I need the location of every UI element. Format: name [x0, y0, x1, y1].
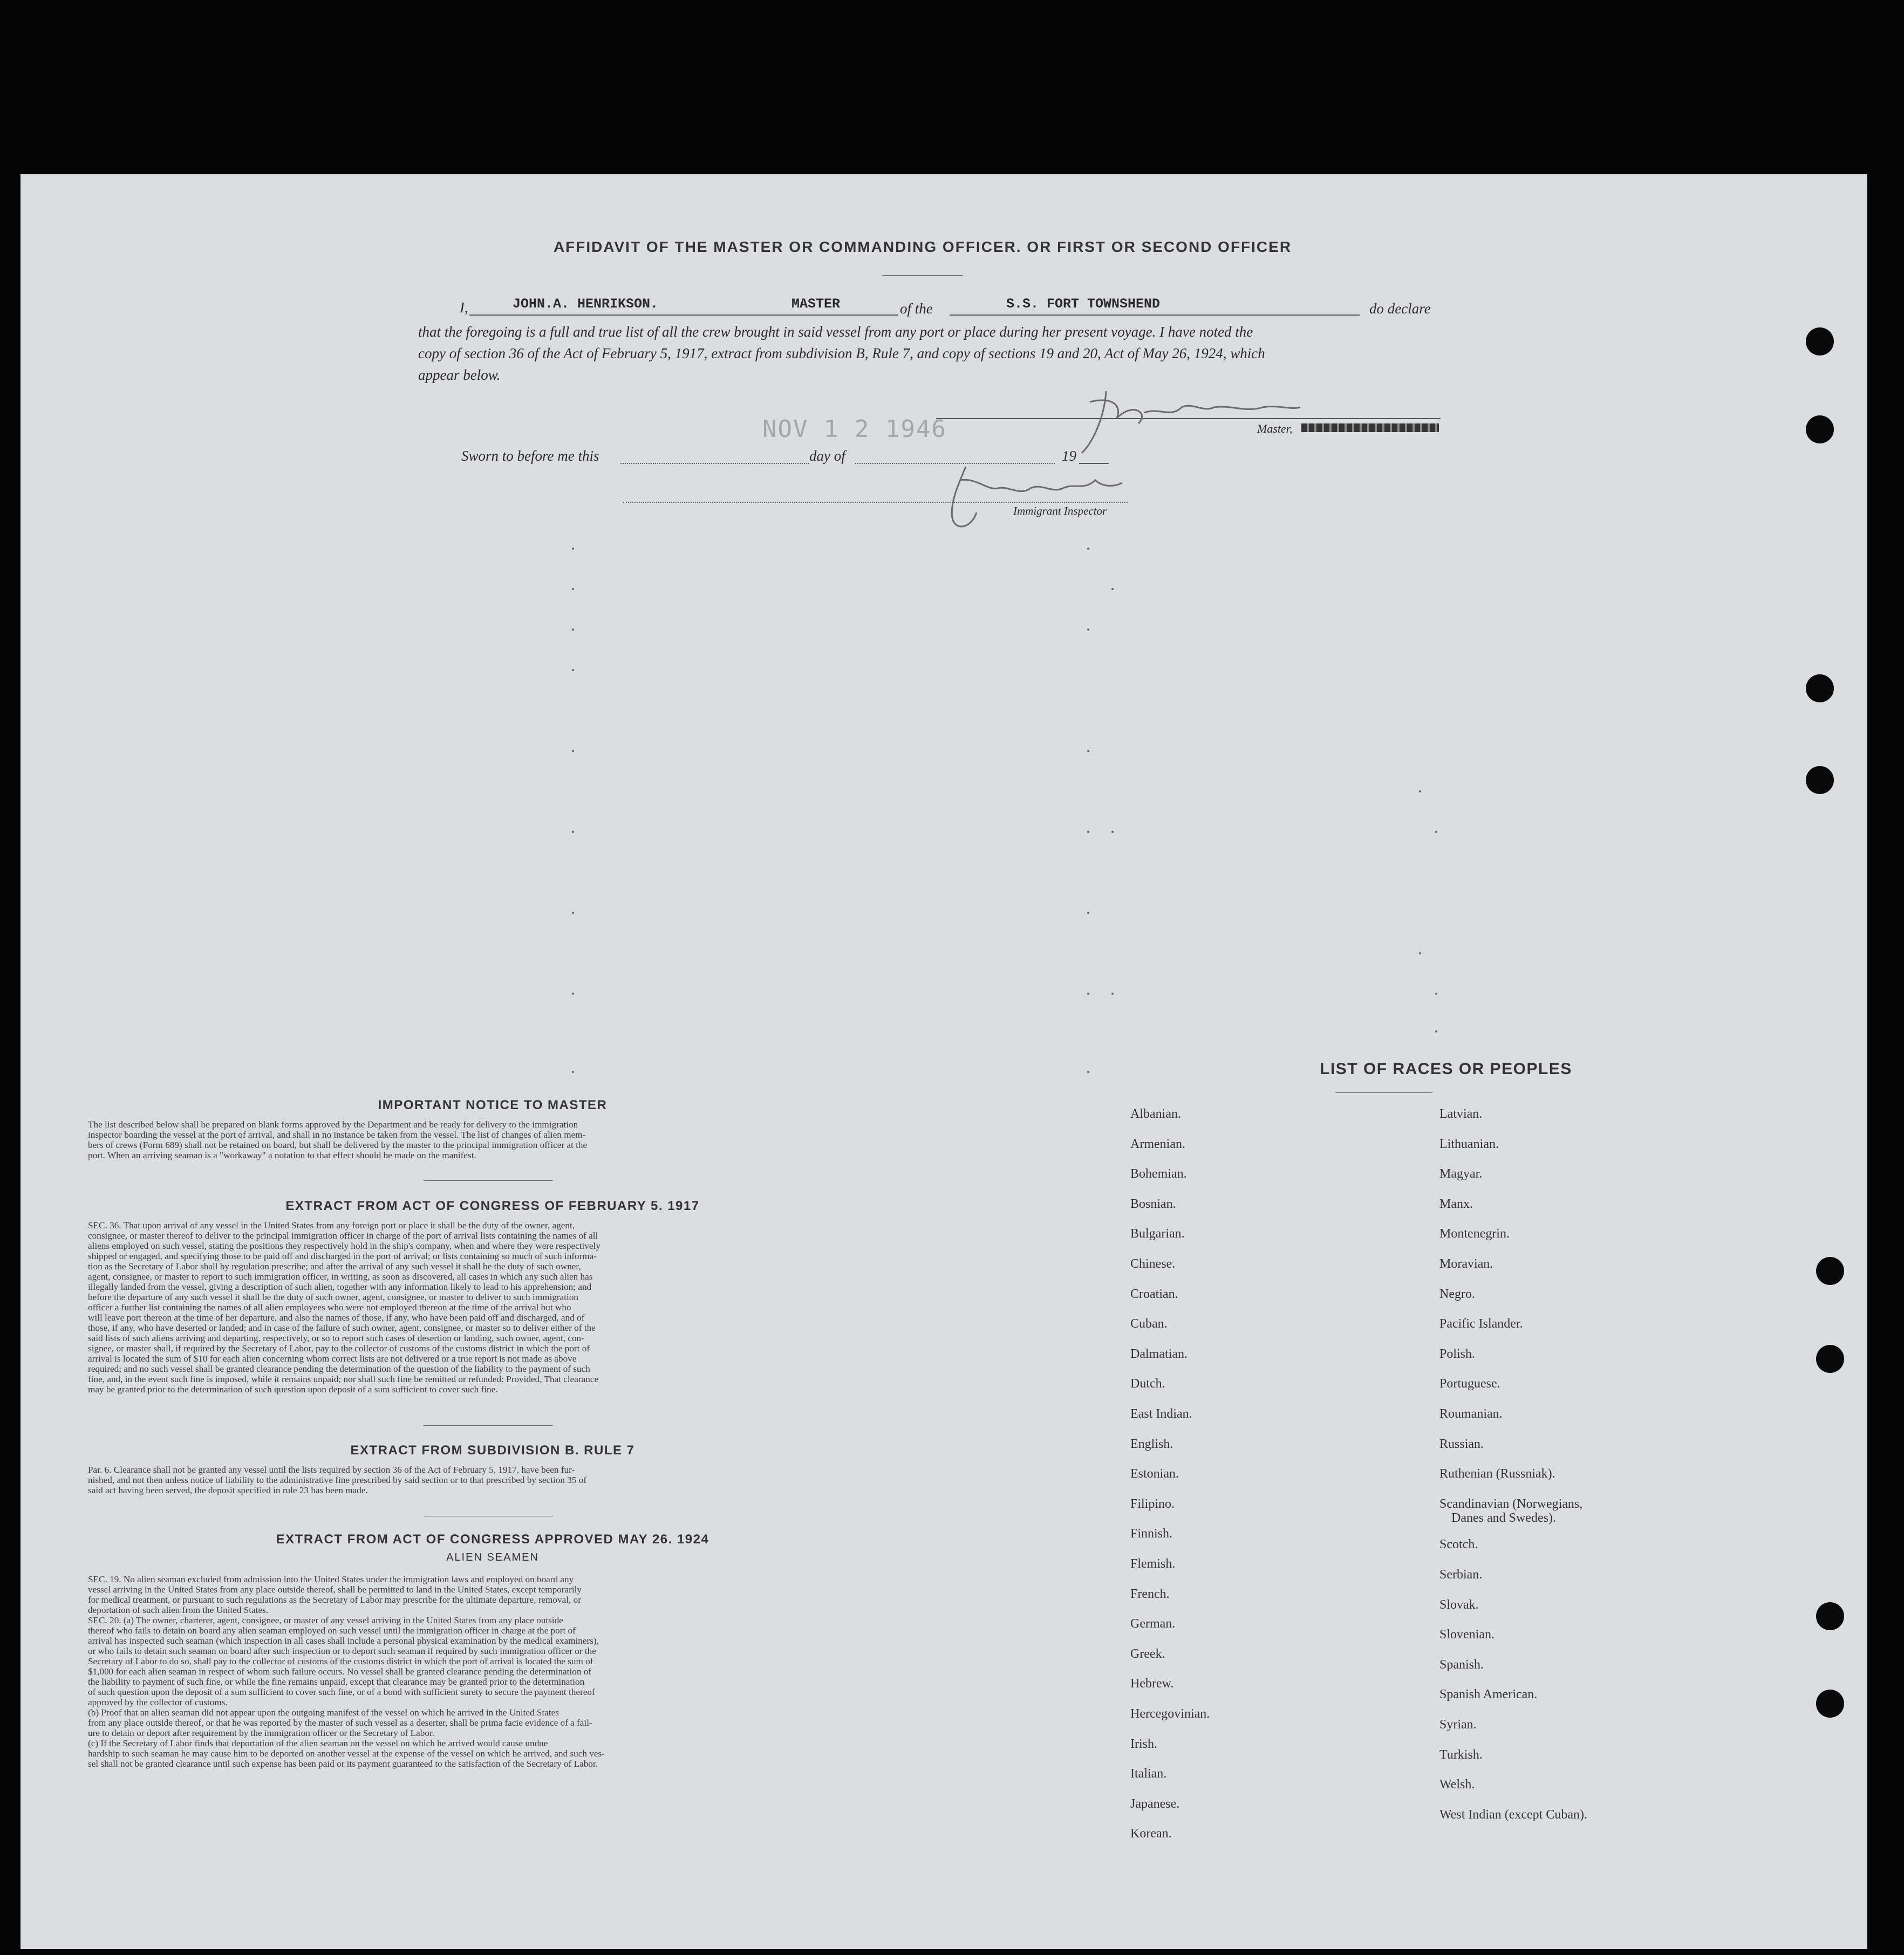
race-item: Slovenian.	[1439, 1628, 1494, 1642]
race-item: Cuban.	[1130, 1317, 1168, 1331]
race-item: Hercegovinian.	[1130, 1707, 1210, 1721]
of-the-label: of the	[900, 300, 933, 317]
extract-line: before the departure of any such vessel it shall be the duty of such owner, agent, consignee, or master to deliver to such immigration	[88, 1292, 579, 1302]
artifact-dot	[572, 831, 574, 833]
extract-line: the liability to payment of such fine, or while the fine remains unpaid, except that clearance may be granted prior to the determination	[88, 1677, 585, 1687]
notice-line: The list described below shall be prepared on blank forms approved by the Department and be ready for delivery to the immigration	[88, 1119, 578, 1130]
name-line	[469, 315, 761, 316]
race-item: Pacific Islander.	[1439, 1317, 1523, 1331]
extract-line: signee, or master shall, if required by the Secretary of Labor, pay to the collector of customs of the customs district in which the port of	[88, 1343, 590, 1354]
extract-line: aliens employed on such vessel, stating the positions they respectively hold in the ship's company, when and where they were respectively	[88, 1241, 600, 1251]
race-item: Latvian.	[1439, 1107, 1483, 1121]
race-item: English.	[1130, 1437, 1173, 1451]
race-item: Bosnian.	[1130, 1197, 1176, 1211]
artifact-dot	[1087, 993, 1089, 995]
race-item: Syrian.	[1439, 1718, 1477, 1732]
race-item: Moravian.	[1439, 1257, 1493, 1271]
artifact-dot	[572, 750, 574, 752]
affidavit-prefix: I,	[460, 299, 468, 316]
race-item: Russian.	[1439, 1437, 1484, 1451]
punch-hole	[1806, 766, 1834, 794]
extract-1924-subtitle: ALIEN SEAMEN	[446, 1551, 539, 1563]
do-declare-label: do declare	[1369, 300, 1431, 317]
rule7-title: EXTRACT FROM SUBDIVISION B. RULE 7	[350, 1443, 635, 1458]
divider	[1335, 1092, 1432, 1093]
divider	[882, 275, 963, 276]
extract-line: arrival has inspected such seaman (which inspection in all cases shall include a personal physical examination by the medical examiners),	[88, 1636, 599, 1646]
race-item: Flemish.	[1130, 1557, 1176, 1571]
artifact-dot	[1419, 952, 1421, 954]
race-item: Bulgarian.	[1130, 1227, 1185, 1241]
race-item: Portuguese.	[1439, 1377, 1500, 1391]
notice-title: IMPORTANT NOTICE TO MASTER	[378, 1098, 608, 1112]
extract-line: SEC. 36. That upon arrival of any vessel in the United States from any foreign port or place it shall be the duty of the owner, agent,	[88, 1220, 575, 1231]
rule7-line: said act having been served, the deposit specified in rule 23 has been made.	[88, 1485, 368, 1495]
punch-hole	[1816, 1345, 1844, 1373]
extract-line: illegally landed from the vessel, giving a description of such alien, together with any information likely to lead to his apprehension; and	[88, 1282, 592, 1292]
race-item: Dalmatian.	[1130, 1346, 1188, 1361]
affidavit-block	[418, 296, 1446, 386]
divider	[424, 1425, 553, 1426]
artifact-dot	[1435, 1030, 1437, 1033]
races-title: LIST OF RACES OR PEOPLES	[1320, 1060, 1572, 1078]
artifact-dot	[1111, 993, 1114, 995]
extract-line: sel shall not be granted clearance until such expense has been paid or its payment guaranteed to the satisfaction of the Secretary of Labor.	[88, 1759, 598, 1769]
punch-hole	[1806, 327, 1834, 356]
artifact-dot	[1087, 628, 1089, 631]
artifact-dot	[572, 993, 574, 995]
race-item: French.	[1130, 1587, 1170, 1601]
extract-line: those, if any, who have deserted or landed; and in case of the failure of such owner, agent, consignee, or master so to deliver either of the	[88, 1323, 596, 1333]
extract-line: (c) If the Secretary of Labor finds that deportation of the alien seaman on the vessel on which he arrived would cause undue	[88, 1738, 548, 1748]
race-item: Polish.	[1439, 1346, 1476, 1361]
inspector-caption: Immigrant Inspector	[1013, 504, 1107, 517]
extract-line: (b) Proof that an alien seaman did not appear upon the outgoing manifest of the vessel on which he arrived in the United States	[88, 1707, 559, 1718]
extract-line: shipped or engaged, and specifying those to be paid off and discharged in the port of arrival; or lists containing so much of such informa-	[88, 1251, 597, 1261]
race-item: Italian.	[1130, 1767, 1167, 1781]
race-item: Welsh.	[1439, 1778, 1475, 1792]
extract-line: arrival is located the sum of $10 for each alien concerning whom correct lists are not delivered or a true report is not made as above	[88, 1354, 577, 1364]
extract-line: agent, consignee, or master to report to such immigration officer, in writing, as soon as discovered, all cases in which any such alien has	[88, 1272, 593, 1282]
race-item: Estonian.	[1130, 1467, 1179, 1481]
master-caption: Master,	[1257, 422, 1293, 435]
artifact-dot	[572, 669, 574, 671]
race-item: West Indian (except Cuban).	[1439, 1807, 1587, 1822]
affidavit-title: AFFIDAVIT OF THE MASTER OR COMMANDING OFFICER. OR FIRST OR SECOND OFFICER	[553, 238, 1292, 255]
extract-1917-title: EXTRACT FROM ACT OF CONGRESS OF FEBRUARY 5. 1917	[285, 1199, 700, 1213]
vessel-name: S.S. FORT TOWNSHEND	[1006, 296, 1161, 312]
extract-line: required; and no such vessel shall be granted clearance pending the determination of the question of the liability to the payment of such	[88, 1364, 590, 1374]
race-item: Ruthenian (Russniak).	[1439, 1467, 1555, 1481]
race-item: Albanian.	[1130, 1107, 1181, 1121]
extract-line: $1,000 for each alien seaman in respect of whom such failure occurs. No vessel shall be granted clearance pending the determination of	[88, 1666, 592, 1677]
master-rank: MASTER	[791, 296, 841, 312]
artifact-dot	[1419, 790, 1421, 792]
inspector-signature	[939, 459, 1155, 539]
affidavit-line-4: appear below.	[418, 367, 501, 383]
artifact-dot	[572, 1071, 574, 1073]
race-item: Croatian.	[1130, 1287, 1178, 1301]
artifact-dot	[1087, 548, 1089, 550]
artifact-dot	[1435, 831, 1437, 833]
rule7-line: Par. 6. Clearance shall not be granted any vessel until the lists required by section 36 of the Act of February 5, 1917, have been fur-	[88, 1465, 575, 1475]
race-item: Danes and Swedes).	[1451, 1510, 1556, 1525]
extract-line: or who fails to detain such seaman on board after such inspection or to deport such seaman if required by such immigration officer or the	[88, 1646, 596, 1656]
extract-line: SEC. 20. (a) The owner, charterer, agent, consignee, or master of any vessel arriving in the United States from any place outside	[88, 1615, 563, 1625]
extract-line: consignee, or master thereof to deliver to the principal immigration officer in charge of the port of arrival lists containing the names of all	[88, 1231, 598, 1241]
race-item: German.	[1130, 1617, 1176, 1631]
extract-1924-text	[88, 1574, 897, 1769]
race-item: Slovak.	[1439, 1597, 1479, 1612]
sworn-day-line	[620, 463, 809, 464]
race-item: Scandinavian (Norwegians,	[1439, 1496, 1583, 1511]
year-prefix: 19	[1062, 448, 1076, 464]
notice-line: bers of crews (Form 689) shall not be retained on board, but shall be delivered by the master to the principal immigration officer at the	[88, 1140, 588, 1150]
punch-hole	[1816, 1602, 1844, 1630]
rule7-line: nished, and not then unless notice of liability to the administrative fine prescribed by said section or to that prescribed by section 35 of	[88, 1475, 587, 1485]
extract-line: SEC. 19. No alien seaman excluded from admission into the United States under the immigration laws and employed on board any	[88, 1574, 574, 1584]
notice-line: port. When an arriving seaman is a "workaway" a notation to that effect should be made on the manifest.	[88, 1150, 476, 1160]
race-item: East Indian.	[1130, 1407, 1192, 1421]
extract-line: said lists of such aliens arriving and departing, respectively, or so to report such cases of desertion or landing, such owner, agent, con-	[88, 1333, 584, 1343]
artifact-dot	[1087, 1071, 1089, 1073]
race-item: Montenegrin.	[1439, 1227, 1510, 1241]
affidavit-line-2: that the foregoing is a full and true list of all the crew brought in said vessel from any port or place during her present voyage. I have noted the	[418, 324, 1253, 340]
race-item: Filipino.	[1130, 1496, 1175, 1511]
race-item: Scotch.	[1439, 1537, 1478, 1552]
struck-out-text	[1301, 423, 1439, 432]
master-name: JOHN.A. HENRIKSON.	[513, 296, 659, 312]
race-item: Manx.	[1439, 1197, 1473, 1211]
extract-line: of such question upon the deposit of a sum sufficient to cover such fine, or of a bond with sufficient surety to secure the payment thereof	[88, 1687, 595, 1697]
punch-hole	[1806, 415, 1834, 443]
race-item: Finnish.	[1130, 1527, 1173, 1541]
extract-1924-title: EXTRACT FROM ACT OF CONGRESS APPROVED MAY 26. 1924	[276, 1532, 709, 1547]
extract-1917-text	[88, 1220, 897, 1395]
rank-line	[761, 315, 898, 316]
extract-line: Secretary of Labor to do so, shall pay to the collector of customs of the customs district in which the port of arrival is located the sum of	[88, 1656, 593, 1666]
extract-line: deportation of such alien from the United States.	[88, 1605, 269, 1615]
race-item: Japanese.	[1130, 1796, 1180, 1811]
artifact-dot	[1087, 750, 1089, 752]
extract-line: from any place outside thereof, or that he was reported by the master of such vessel as a deserter, shall be prima facie evidence of a fail-	[88, 1718, 592, 1728]
race-item: Spanish American.	[1439, 1687, 1538, 1702]
extract-line: fine, and, in the event such fine is imposed, while it remains unpaid; nor shall such fine be remitted or refunded: Provided, That clearance	[88, 1374, 599, 1384]
vessel-line	[950, 315, 1360, 316]
day-of-label: day of	[809, 448, 845, 464]
rule7-text	[88, 1465, 897, 1495]
artifact-dot	[572, 548, 574, 550]
race-item: Bohemian.	[1130, 1167, 1187, 1181]
extract-line: officer a further list containing the names of all alien employees who were not employed thereon at the time of the arrival but who	[88, 1302, 571, 1313]
race-item: Hebrew.	[1130, 1677, 1174, 1691]
extract-line: ure to detain or deport after requirement by the immigration officer or the Secretary of Labor.	[88, 1728, 435, 1738]
master-signature	[1074, 380, 1327, 461]
race-item: Roumanian.	[1439, 1407, 1503, 1421]
extract-line: hardship to such seaman he may cause him to be deported on another vessel at the expense of the vessel on which he arrived, and such ves-	[88, 1748, 605, 1759]
race-item: Armenian.	[1130, 1137, 1185, 1151]
race-item: Magyar.	[1439, 1167, 1483, 1181]
notice-line: inspector boarding the vessel at the port of arrival, and shall in no instance be taken from the vessel. The list of changes of alien mem-	[88, 1130, 586, 1140]
artifact-dot	[1087, 912, 1089, 914]
race-item: Serbian.	[1439, 1568, 1483, 1582]
race-item: Korean.	[1130, 1827, 1172, 1841]
punch-hole	[1806, 674, 1834, 702]
race-item: Greek.	[1130, 1646, 1165, 1661]
extract-line: may be granted prior to the determination of such question upon deposit of a sum sufficient to cover such fine.	[88, 1384, 498, 1395]
race-item: Spanish.	[1439, 1657, 1484, 1672]
extract-line: vessel arriving in the United States from any place outside thereof, shall be permitted to land in the United States, except temporarily	[88, 1584, 582, 1595]
punch-hole	[1816, 1690, 1844, 1718]
sworn-label: Sworn to before me this	[461, 448, 599, 464]
extract-line: for medical treatment, or pursuant to such regulations as the Secretary of Labor may prescribe for the ultimate departure, removal, or	[88, 1595, 581, 1605]
race-item: Irish.	[1130, 1737, 1157, 1751]
artifact-dot	[1111, 831, 1114, 833]
artifact-dot	[1435, 993, 1437, 995]
extract-line: thereof who fails to detain on board any alien seaman employed on such vessel until the immigration officer in charge at the port of	[88, 1625, 576, 1636]
extract-line: approved by the collector of customs.	[88, 1697, 228, 1707]
artifact-dot	[1111, 588, 1114, 590]
race-item: Negro.	[1439, 1287, 1475, 1301]
artifact-dot	[1087, 831, 1089, 833]
date-stamp: NOV 1 2 1946	[762, 415, 947, 443]
race-item: Turkish.	[1439, 1747, 1483, 1762]
notice-text	[88, 1119, 897, 1160]
race-item: Chinese.	[1130, 1257, 1176, 1271]
affidavit-line-3: copy of section 36 of the Act of February 5, 1917, extract from subdivision B, Rule 7, and copy of sections 19 and 20, Act of May 26, 1924, which	[418, 345, 1265, 361]
artifact-dot	[572, 628, 574, 631]
race-item: Dutch.	[1130, 1377, 1165, 1391]
artifact-dot	[572, 912, 574, 914]
artifact-dot	[572, 588, 574, 590]
extract-line: will leave port thereon at the time of her departure, and also the names of those, if any, who have been paid off and discharged, and of	[88, 1313, 585, 1323]
extract-line: tion as the Secretary of Labor shall by regulation prescribe; and after the arrival of any such vessel it shall be the duty of such owner,	[88, 1261, 581, 1272]
race-item: Lithuanian.	[1439, 1137, 1499, 1151]
divider	[424, 1180, 553, 1181]
punch-hole	[1816, 1257, 1844, 1285]
